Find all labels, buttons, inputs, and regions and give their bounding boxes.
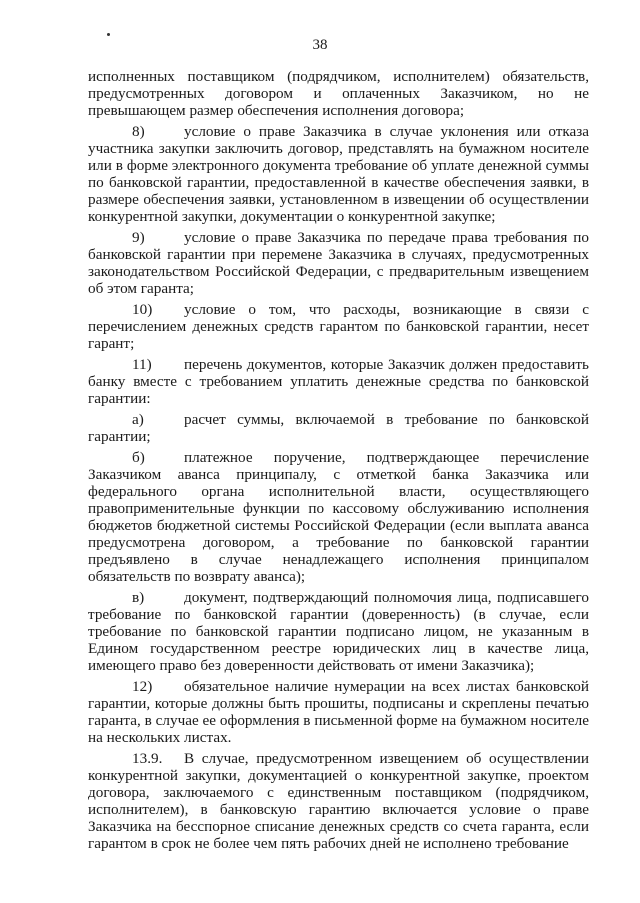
item-number: 9) — [132, 229, 145, 246]
item-text: условие о праве Заказчика в случае уклонения или отказа участника закупки заключить договор, представлять на бумажном носителе или в форме электронного документа требование об уплате денежной суммы по банковской гарантии, предоставленной в качестве обеспечения заявки, в размере обеспечения заявки, установленном в извещении об осуществлении конкурентной закупки, документации о конкурентной закупке; — [88, 123, 589, 225]
list-item-a — [88, 411, 589, 445]
item-text: условие о том, что расходы, возникающие в связи с перечислением денежных средств гарантом по банковской гарантии, несет гарант; — [88, 301, 589, 352]
item-text: расчет суммы, включаемой в требование по банковской гарантии; — [88, 411, 589, 445]
list-item-v — [88, 589, 589, 674]
page-number: 38 — [312, 37, 328, 53]
item-number: 12) — [132, 678, 153, 695]
section-number: 13.9. — [132, 750, 163, 767]
item-text: перечень документов, которые Заказчик должен предоставить банку вместе с требованием уплатить денежные средства по банковской гарантии: — [88, 356, 589, 407]
section-text: В случае, предусмотренном извещением об осуществлении конкурентной закупки, документацией о конкурентной закупке, проектом договора, заключаемого с единственным поставщиком (подрядчиком, исполнителем), в банковскую гарантию включается условие о праве Заказчика на бесспорное списание денежных средств со счета гаранта, если гарантом в срок не более чем пять рабочих дней не исполнено требование — [88, 750, 589, 852]
paragraph-continuation — [88, 68, 589, 119]
list-item-b — [88, 449, 589, 585]
item-text: документ, подтверждающий полномочия лица, подписавшего требование по банковской гарантии (доверенность) (в случае, если требование по банковской гарантии подписано лицом, не указанным в Едином государственном реестре юридических лиц в качестве лица, имеющего право без доверенности действовать от имени Заказчика); — [88, 589, 589, 674]
section-13-9 — [88, 750, 589, 852]
document-body — [88, 68, 589, 852]
item-text: условие о праве Заказчика по передаче права требования по банковской гарантии при перемене Заказчика в случаях, предусмотренных законодательством Российской Федерации, с предварительным извещением об этом гаранта; — [88, 229, 589, 297]
list-item-8 — [88, 123, 589, 225]
item-number: в) — [132, 589, 145, 606]
paragraph-text: исполненных поставщиком (подрядчиком, исполнителем) обязательств, предусмотренных договором и оплаченных Заказчиком, но не превышающем размер обеспечения исполнения договора; — [88, 68, 589, 119]
scan-speck — [107, 33, 110, 36]
item-number: б) — [132, 449, 145, 466]
item-number: а) — [132, 411, 144, 428]
list-item-11 — [88, 356, 589, 407]
list-item-12 — [88, 678, 589, 746]
item-number: 11) — [132, 356, 152, 373]
item-text: обязательное наличие нумерации на всех листах банковской гарантии, которые должны быть прошиты, подписаны и скреплены печатью гаранта, в случае ее оформления в письменной форме на бумажном носителе на нескольких листах. — [88, 678, 589, 746]
item-text: платежное поручение, подтверждающее перечисление Заказчиком аванса принципалу, с отметкой банка Заказчика или федерального органа исполнительной власти, осуществляющего правоприменительные функции по кассовому обслуживанию исполнения бюджетов бюджетной системы Российской Федерации (если выплата аванса предусмотрена договором, а требование по банковской гарантии предъявлено в случае ненадлежащего исполнения принципалом обязательств по возврату аванса); — [88, 449, 589, 585]
item-number: 10) — [132, 301, 153, 318]
list-item-9 — [88, 229, 589, 297]
list-item-10 — [88, 301, 589, 352]
item-number: 8) — [132, 123, 145, 140]
